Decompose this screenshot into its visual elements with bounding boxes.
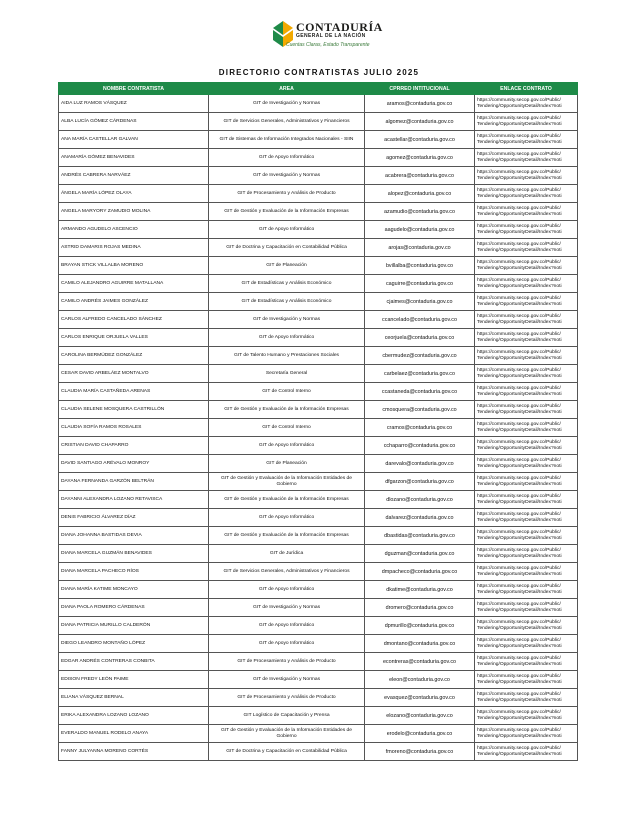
contract-link-line-1[interactable]: https://community.secop.gov.co/Public/ [477,313,561,319]
contractor-area: GIT de Procesamiento y Análisis de Producto [209,185,365,203]
contractor-area: GIT de Talento Humano y Prestaciones Sociales [209,347,365,365]
contractor-area: GIT de Planeación [209,455,365,473]
contractor-area: GIT de Apoyo Informático [209,509,365,527]
contract-link[interactable] [475,707,578,725]
column-header-name: NOMBRE CONTRATISTA [59,83,209,95]
contract-link-line-1[interactable]: https://community.secop.gov.co/Public/ [477,349,561,355]
contractor-area: GIT de Estadísticas y Análisis Económico [209,275,365,293]
contract-link-line-1[interactable]: https://community.secop.gov.co/Public/ [477,403,561,409]
contract-link-line-1[interactable]: https://community.secop.gov.co/Public/ [477,277,561,283]
contractor-name: CARLOS ENRIQUE ORJUELA VALLES [59,329,209,347]
contractor-name: CLAUDIA SOFÍA RAMOS ROSALES [59,419,209,437]
contract-link-line-1[interactable]: https://community.secop.gov.co/Public/ [477,223,561,229]
contract-link-line-1[interactable]: https://community.secop.gov.co/Public/ [477,205,561,211]
contract-link[interactable] [475,419,578,437]
contract-link[interactable] [475,275,578,293]
contractor-area: GIT de Apoyo Informático [209,581,365,599]
contract-link-line-2[interactable]: Tendering/OpportunityDetail/Index?noti [477,103,562,109]
contract-link[interactable] [475,185,578,203]
contract-link-line-2[interactable]: Tendering/OpportunityDetail/Index?noti [477,337,562,343]
table-row [59,419,578,437]
contractor-name: ELIANA VÁSQUEZ BERNAL [59,689,209,707]
contract-link-line-1[interactable]: https://community.secop.gov.co/Public/ [477,331,561,337]
logo-brand: CONTADURÍA [296,20,383,34]
contract-link-line-2[interactable]: Tendering/OpportunityDetail/Index?noti [477,139,562,145]
logo-slogan: Cuentas Claras, Estado Transparente [286,42,370,48]
contract-link-line-1[interactable]: https://community.secop.gov.co/Public/ [477,385,561,391]
contractor-name: FANNY JULYANNA MORENO CORTÉS [59,743,209,761]
contractor-email-link[interactable]: dfgarzon@contaduria.gov.co [365,473,475,491]
contractor-name: DIANA MARÍA KATIME MONCAYO [59,581,209,599]
contractor-name: ANAMARÍA GÓMEZ BENAVIDES [59,149,209,167]
contract-link[interactable] [475,653,578,671]
contractor-name: DIANA MARCELA PACHECO RÍOS [59,563,209,581]
contractor-area: GIT de Investigación y Normas [209,167,365,185]
contract-link-line-2[interactable]: Tendering/OpportunityDetail/Index?noti [477,625,562,631]
contract-link-line-2[interactable]: Tendering/OpportunityDetail/Index?noti [477,535,562,541]
table-row [59,527,578,545]
contract-link-line-2[interactable]: Tendering/OpportunityDetail/Index?noti [477,481,562,487]
contractor-area: Secretaría General [209,365,365,383]
contractor-email-link[interactable]: dmontano@contaduria.gov.co [365,635,475,653]
contractor-name: ERIKA ALEXANDRA LOZANO LOZANO [59,707,209,725]
contractor-area: GIT de Servicios Generales, Administrativos y Financieros [209,113,365,131]
contract-link-line-2[interactable]: Tendering/OpportunityDetail/Index?noti [477,517,562,523]
contractor-name: DIANA PATRICIA MURILLO CALDERÓN [59,617,209,635]
contractor-area: GIT de Investigación y Normas [209,95,365,113]
contractor-email-link[interactable]: cjaimes@contaduria.gov.co [365,293,475,311]
contractor-email-link[interactable]: cramos@contaduria.gov.co [365,419,475,437]
contractor-area: GIT de Jurídica [209,545,365,563]
contract-link-line-1[interactable]: https://community.secop.gov.co/Public/ [477,493,561,499]
contract-link[interactable] [475,527,578,545]
table-row [59,275,578,293]
contract-link-line-1[interactable]: https://community.secop.gov.co/Public/ [477,619,561,625]
contractor-area: GIT de Sistemas de Información Integrados Nacionales - SIIN [209,131,365,149]
contractor-email-link[interactable]: agomez@contaduria.gov.co [365,149,475,167]
contract-link-line-1[interactable]: https://community.secop.gov.co/Public/ [477,655,561,661]
column-header-link: ENLACE CONTRATO [475,83,578,95]
contract-link-line-1[interactable]: https://community.secop.gov.co/Public/ [477,547,561,553]
contract-link-line-1[interactable]: https://community.secop.gov.co/Public/ [477,241,561,247]
contractor-area: GIT de Gestión y Evaluación de la Información Empresas [209,527,365,545]
table-row [59,617,578,635]
contract-link-line-2[interactable]: Tendering/OpportunityDetail/Index?noti [477,409,562,415]
contract-link[interactable] [475,635,578,653]
contractor-name: DIANA PAOLA ROMERO CÁRDENAS [59,599,209,617]
contract-link-line-2[interactable]: Tendering/OpportunityDetail/Index?noti [477,499,562,505]
contractor-email-link[interactable]: eleon@contaduria.gov.co [365,671,475,689]
contract-link[interactable] [475,383,578,401]
column-header-email: CPRREO INTITUCIONAL [365,83,475,95]
contractor-name: DIANA JOHANNA BASTIDAS DEVIA [59,527,209,545]
contractor-email-link[interactable]: elozano@contaduria.gov.co [365,707,475,725]
contractor-name: CLAUDIA MARÍA CASTAÑEDA ARENAS [59,383,209,401]
table-row [59,545,578,563]
contractor-email-link[interactable]: cchaparro@contaduria.gov.co [365,437,475,455]
contract-link[interactable] [475,455,578,473]
contractor-email-link[interactable]: erodelo@contaduria.gov.co [365,725,475,743]
contractor-name: AIDA LUZ RAMOS VÁSQUEZ [59,95,209,113]
contract-link[interactable] [475,599,578,617]
contract-link-line-1[interactable]: https://community.secop.gov.co/Public/ [477,601,561,607]
contract-link-line-1[interactable]: https://community.secop.gov.co/Public/ [477,475,561,481]
table-row [59,257,578,275]
contractor-area: GIT de Control Interno [209,419,365,437]
contract-link-line-1[interactable]: https://community.secop.gov.co/Public/ [477,97,561,103]
contract-link[interactable] [475,473,578,491]
table-row [59,149,578,167]
contract-link-line-2[interactable]: Tendering/OpportunityDetail/Index?noti [477,679,562,685]
contract-link-line-1[interactable]: https://community.secop.gov.co/Public/ [477,583,561,589]
contractor-name: DAVID SANTIAGO ARÉVALO MONROY [59,455,209,473]
contractor-name: CAROLINA BERMÚDEZ GONZÁLEZ [59,347,209,365]
contractor-email-link[interactable]: azamudio@contaduria.gov.co [365,203,475,221]
contract-link[interactable] [475,131,578,149]
contract-link-line-1[interactable]: https://community.secop.gov.co/Public/ [477,133,561,139]
table-row [59,707,578,725]
contract-link-line-2[interactable]: Tendering/OpportunityDetail/Index?noti [477,661,562,667]
contract-link-line-1[interactable]: https://community.secop.gov.co/Public/ [477,727,561,733]
contractor-area: GIT de Servicios Generales, Administrativos y Financieros [209,563,365,581]
contract-link-line-1[interactable]: https://community.secop.gov.co/Public/ [477,511,561,517]
contractor-name: BRAYAN STICK VILLALBA MORENO [59,257,209,275]
contract-link[interactable] [475,113,578,131]
contract-link[interactable] [475,725,578,743]
contractor-area: GIT de Apoyo Informático [209,617,365,635]
contractor-email-link[interactable]: acabrera@contaduria.gov.co [365,167,475,185]
contractor-area: GIT de Planeación [209,257,365,275]
table-row [59,131,578,149]
contract-link-line-2[interactable]: Tendering/OpportunityDetail/Index?noti [477,355,562,361]
table-row [59,491,578,509]
contract-link[interactable] [475,491,578,509]
contractor-name: EDGAR ANDRÉS CONTRERAS CONBITA [59,653,209,671]
contractor-email-link[interactable]: bvillalba@contaduria.gov.co [365,257,475,275]
contract-link-line-2[interactable]: Tendering/OpportunityDetail/Index?noti [477,643,562,649]
contractor-email-link[interactable]: dkatime@contaduria.gov.co [365,581,475,599]
contractor-name: CARLOS ALFREDO CANCELADO SÁNCHEZ [59,311,209,329]
contract-link-line-2[interactable]: Tendering/OpportunityDetail/Index?noti [477,229,562,235]
contractor-area: GIT de Gestión y Evaluación de la Información Empresas [209,491,365,509]
contract-link-line-2[interactable]: Tendering/OpportunityDetail/Index?noti [477,157,562,163]
contractor-name: ANA MARÍA CASTELLAR GALVAN [59,131,209,149]
contractor-name: DAYANA FERNANDA GARZÓN BELTRÁN [59,473,209,491]
contractor-area: GIT de Control Interno [209,383,365,401]
contract-link-line-2[interactable]: Tendering/OpportunityDetail/Index?noti [477,733,562,739]
table-row [59,167,578,185]
contract-link-line-2[interactable]: Tendering/OpportunityDetail/Index?noti [477,427,562,433]
contract-link-line-2[interactable]: Tendering/OpportunityDetail/Index?noti [477,553,562,559]
contract-link-line-1[interactable]: https://community.secop.gov.co/Public/ [477,295,561,301]
contract-link-line-1[interactable]: https://community.secop.gov.co/Public/ [477,529,561,535]
contractor-name: CLAUDIA SELENE MOSQUERA CASTRILLÓN [59,401,209,419]
contractor-name: EDISON FREDY LEÓN PAIME [59,671,209,689]
contractor-name: ASTRID DAMARIS ROJAS MEDINA [59,239,209,257]
contractor-email-link[interactable]: evasquez@contaduria.gov.co [365,689,475,707]
contract-link-line-2[interactable]: Tendering/OpportunityDetail/Index?noti [477,751,562,757]
contract-link-line-1[interactable]: https://community.secop.gov.co/Public/ [477,565,561,571]
contract-link-line-2[interactable]: Tendering/OpportunityDetail/Index?noti [477,175,562,181]
contract-link-line-2[interactable]: Tendering/OpportunityDetail/Index?noti [477,265,562,271]
contract-link-line-1[interactable]: https://community.secop.gov.co/Public/ [477,115,561,121]
contractor-name: CAMILO ALEJANDRO AGUIRRE MATALLANA [59,275,209,293]
contractor-area: GIT de Gestión y Evaluación de la Información Empresas [209,203,365,221]
contractor-name: ARMANDO AGUDELO ASCENCIO [59,221,209,239]
contract-link[interactable] [475,239,578,257]
contract-link-line-2[interactable]: Tendering/OpportunityDetail/Index?noti [477,319,562,325]
table-row [59,311,578,329]
contractor-directory-table [58,82,578,761]
contractor-name: ANDRÉS CABRERA NARVÁEZ [59,167,209,185]
contract-link-line-2[interactable]: Tendering/OpportunityDetail/Index?noti [477,373,562,379]
contractor-name: CRISTIAN DAVID CHAPARRO [59,437,209,455]
contractor-area: GIT de Estadísticas y Análisis Económico [209,293,365,311]
contractor-name: DIEGO LEANDRO MONTAÑO LÓPEZ [59,635,209,653]
table-row [59,437,578,455]
table-row [59,689,578,707]
table-row [59,293,578,311]
contractor-email-link[interactable]: alopez@contaduria.gov.co [365,185,475,203]
contract-link-line-2[interactable]: Tendering/OpportunityDetail/Index?noti [477,193,562,199]
contractor-name: EVERALDO MANUEL RODELO ANAYA [59,725,209,743]
contract-link[interactable] [475,257,578,275]
contract-link-line-2[interactable]: Tendering/OpportunityDetail/Index?noti [477,463,562,469]
contractor-email-link[interactable]: arojas@contaduria.gov.co [365,239,475,257]
contract-link-line-2[interactable]: Tendering/OpportunityDetail/Index?noti [477,589,562,595]
contractor-area: GIT de Doctrina y Capacitación en Contabilidad Pública [209,239,365,257]
column-header-area: AREA [209,83,365,95]
contractor-email-link[interactable]: carbelaez@contaduria.gov.co [365,365,475,383]
contract-link[interactable] [475,563,578,581]
table-row [59,347,578,365]
contractor-area: GIT de Procesamiento y Análisis de Producto [209,653,365,671]
contractor-email-link[interactable]: cbermudez@contaduria.gov.co [365,347,475,365]
table-row [59,95,578,113]
contract-link-line-2[interactable]: Tendering/OpportunityDetail/Index?noti [477,571,562,577]
document-title: DIRECTORIO CONTRATISTAS JULIO 2025 [218,68,420,77]
contractor-area: GIT de Gestión y Evaluación de la Información Entidades de Gobierno [209,725,365,743]
table-row [59,671,578,689]
contractor-area: GIT de Gestión y Evaluación de la Información Empresas [209,401,365,419]
contractor-email-link[interactable]: aagudelo@contaduria.gov.co [365,221,475,239]
contractor-email-link[interactable]: ceorjuela@contaduria.gov.co [365,329,475,347]
table-row [59,329,578,347]
contractor-email-link[interactable]: algomez@contaduria.gov.co [365,113,475,131]
table-row [59,725,578,743]
table-header-row [59,83,578,95]
contract-link[interactable] [475,149,578,167]
contract-link-line-1[interactable]: https://community.secop.gov.co/Public/ [477,637,561,643]
contractor-email-link[interactable]: cmosquera@contaduria.gov.co [365,401,475,419]
contract-link[interactable] [475,545,578,563]
contractor-area: GIT de Apoyo Informático [209,149,365,167]
table-row [59,473,578,491]
contract-link-line-2[interactable]: Tendering/OpportunityDetail/Index?noti [477,445,562,451]
contractor-area: GIT de Gestión y Evaluación de la Información Entidades de Gobierno [209,473,365,491]
contract-link[interactable] [475,437,578,455]
contractor-area: GIT de Investigación y Normas [209,311,365,329]
table-row [59,743,578,761]
contract-link[interactable] [475,311,578,329]
contractor-email-link[interactable]: econtreras@contaduria.gov.co [365,653,475,671]
contractor-area: GIT de Apoyo Informático [209,635,365,653]
contractor-email-link[interactable]: dalvarez@contaduria.gov.co [365,509,475,527]
contractor-email-link[interactable]: ccastaneda@contaduria.gov.co [365,383,475,401]
table-row [59,509,578,527]
contract-link-line-1[interactable]: https://community.secop.gov.co/Public/ [477,691,561,697]
contract-link-line-2[interactable]: Tendering/OpportunityDetail/Index?noti [477,211,562,217]
contractor-name: ANGELA MARYORY ZAMUDIO MOLINA [59,203,209,221]
contractor-email-link[interactable]: dbastidas@contaduria.gov.co [365,527,475,545]
contract-link[interactable] [475,329,578,347]
table-row [59,635,578,653]
contract-link-line-1[interactable]: https://community.secop.gov.co/Public/ [477,457,561,463]
contract-link-line-1[interactable]: https://community.secop.gov.co/Public/ [477,745,561,751]
contractor-area: GIT de Procesamiento y Análisis de Producto [209,689,365,707]
contractor-area: GIT de Investigación y Normas [209,671,365,689]
contract-link[interactable] [475,167,578,185]
contract-link-line-1[interactable]: https://community.secop.gov.co/Public/ [477,151,561,157]
table-row [59,239,578,257]
contract-link[interactable] [475,509,578,527]
contract-link-line-1[interactable]: https://community.secop.gov.co/Public/ [477,259,561,265]
contract-link[interactable] [475,581,578,599]
table-row [59,599,578,617]
table-row [59,383,578,401]
contract-link[interactable] [475,293,578,311]
contract-link-line-2[interactable]: Tendering/OpportunityDetail/Index?noti [477,283,562,289]
contract-link-line-2[interactable]: Tendering/OpportunityDetail/Index?noti [477,301,562,307]
contractor-email-link[interactable]: fmoreno@contaduria.gov.co [365,743,475,761]
contract-link-line-1[interactable]: https://community.secop.gov.co/Public/ [477,709,561,715]
contractor-email-link[interactable]: dlozano@contaduria.gov.co [365,491,475,509]
contractor-area: GIT de Doctrina y Capacitación en Contabilidad Pública [209,743,365,761]
contract-link-line-1[interactable]: https://community.secop.gov.co/Public/ [477,673,561,679]
contract-link[interactable] [475,401,578,419]
contractor-area: GIT Logístico de Capacitación y Prensa [209,707,365,725]
contractor-area: GIT de Apoyo Informático [209,221,365,239]
table-row [59,563,578,581]
contract-link[interactable] [475,203,578,221]
contract-link[interactable] [475,221,578,239]
contractor-email-link[interactable]: ccancelado@contaduria.gov.co [365,311,475,329]
table-row [59,581,578,599]
contractor-name: DIANA MARCELA GUZMÁN BENAVIDES [59,545,209,563]
contract-link[interactable] [475,95,578,113]
table-row [59,221,578,239]
contaduria-logo [272,18,382,52]
contract-link-line-2[interactable]: Tendering/OpportunityDetail/Index?noti [477,121,562,127]
contract-link-line-2[interactable]: Tendering/OpportunityDetail/Index?noti [477,247,562,253]
table-row [59,401,578,419]
table-row [59,113,578,131]
contractor-area: GIT de Apoyo Informático [209,329,365,347]
contractor-email-link[interactable]: dpmurillo@contaduria.gov.co [365,617,475,635]
table-row [59,203,578,221]
contract-link-line-2[interactable]: Tendering/OpportunityDetail/Index?noti [477,607,562,613]
contract-link-line-2[interactable]: Tendering/OpportunityDetail/Index?noti [477,697,562,703]
contractor-area: GIT de Investigación y Normas [209,599,365,617]
table-row [59,455,578,473]
contractor-email-link[interactable]: dguzman@contaduria.gov.co [365,545,475,563]
contractor-area: GIT de Apoyo Informático [209,437,365,455]
contract-link-line-1[interactable]: https://community.secop.gov.co/Public/ [477,367,561,373]
logo-subtitle: GENERAL DE LA NACIÓN [296,33,366,39]
contract-link-line-2[interactable]: Tendering/OpportunityDetail/Index?noti [477,715,562,721]
contract-link-line-1[interactable]: https://community.secop.gov.co/Public/ [477,187,561,193]
contract-link[interactable] [475,365,578,383]
table-row [59,185,578,203]
table-row [59,653,578,671]
contractor-email-link[interactable]: darevalo@contaduria.gov.co [365,455,475,473]
contract-link[interactable] [475,743,578,761]
contract-link[interactable] [475,671,578,689]
contractor-email-link[interactable]: caguirre@contaduria.gov.co [365,275,475,293]
contractor-email-link[interactable]: dmpacheco@contaduria.gov.co [365,563,475,581]
contractor-name: CAMILO ANDRÉS JAIMES GONZÁLEZ [59,293,209,311]
contract-link[interactable] [475,617,578,635]
contractor-name: CESAR DAVID ARBELÁEZ MONTALVO [59,365,209,383]
table-row [59,365,578,383]
contract-link[interactable] [475,689,578,707]
contractor-name: ALBA LUCÍA GÓMEZ CÁRDENAS [59,113,209,131]
contract-link[interactable] [475,347,578,365]
contract-link-line-1[interactable]: https://community.secop.gov.co/Public/ [477,439,561,445]
contractor-name: DAYANNI ALEXANDRA LOZANO RETAVISCA [59,491,209,509]
contractor-email-link[interactable]: aramos@contaduria.gov.co [365,95,475,113]
contract-link-line-2[interactable]: Tendering/OpportunityDetail/Index?noti [477,391,562,397]
contract-link-line-1[interactable]: https://community.secop.gov.co/Public/ [477,421,561,427]
contract-link-line-1[interactable]: https://community.secop.gov.co/Public/ [477,169,561,175]
contractor-email-link[interactable]: dromero@contaduria.gov.co [365,599,475,617]
contractor-name: ÁNGELA MARÍA LÓPEZ OLAYA [59,185,209,203]
contractor-name: DENIS FABRICIO ÁLVAREZ DÍAZ [59,509,209,527]
contractor-email-link[interactable]: acastellar@contaduria.gov.co [365,131,475,149]
